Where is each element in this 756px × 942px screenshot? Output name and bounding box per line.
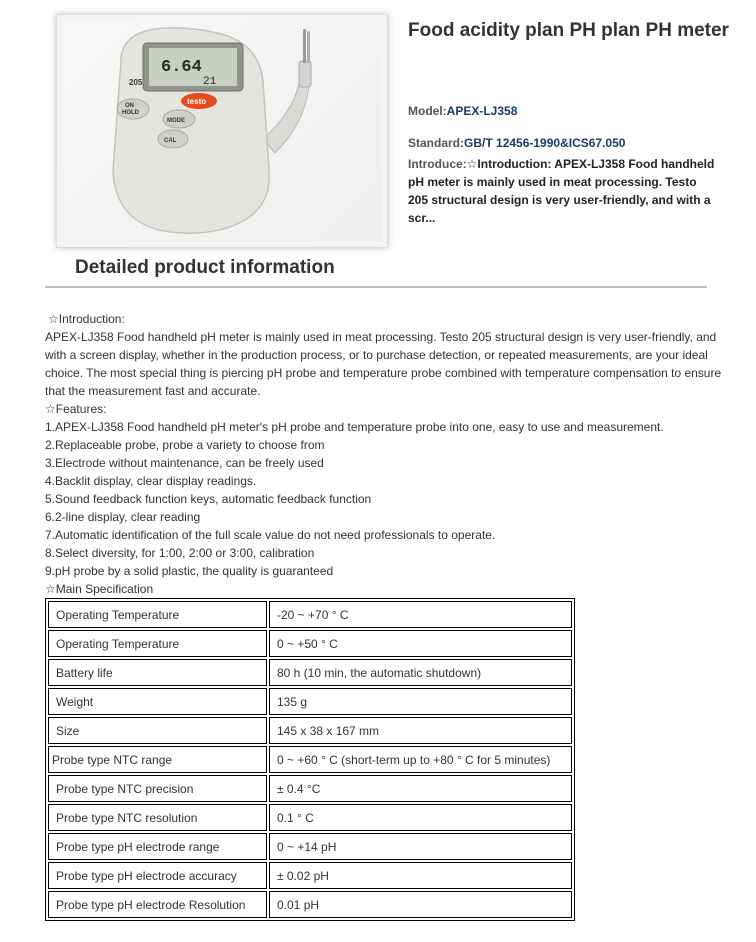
product-photo xyxy=(63,21,381,241)
spec-name: Probe type NTC resolution xyxy=(48,804,267,831)
feature-item: 9.pH probe by a solid plastic, the quality is guaranteed xyxy=(45,564,334,578)
spec-value: ± 0.02 pH xyxy=(269,862,572,889)
table-row xyxy=(48,746,572,773)
brand-label: testo xyxy=(187,97,207,106)
table-row xyxy=(48,862,572,889)
detail-content xyxy=(45,310,725,921)
intro-label: ☆Introduction: xyxy=(48,312,125,326)
feature-item: 3.Electrode without maintenance, can be freely used xyxy=(45,456,324,470)
screen-reading-bottom: 21 xyxy=(203,76,217,88)
section-divider xyxy=(45,286,707,288)
spec-name: Probe type NTC precision xyxy=(48,775,267,802)
feature-item: 6.2-line display, clear reading xyxy=(45,510,201,524)
spec-name: Weight xyxy=(48,688,267,715)
model-label: Model: xyxy=(408,104,447,118)
spec-value: ± 0.4 °C xyxy=(269,775,572,802)
spec-name: Battery life xyxy=(48,659,267,686)
table-row xyxy=(48,601,572,628)
spec-value: 0 ~ +60 ° C (short-term up to +80 ° C for 5 minutes) xyxy=(269,746,572,773)
table-row xyxy=(48,804,572,831)
introduce-text: ☆Introduction: APEX-LJ358 Food handheld pH meter is mainly used in meat processing. Testo 205 structural design is very user-friendly, and with a scr... xyxy=(408,157,715,225)
features-label: ☆Features: xyxy=(45,402,107,416)
standard-field xyxy=(408,136,625,150)
standard-label: Standard: xyxy=(408,136,465,150)
cal-button-label: CAL xyxy=(164,138,177,144)
spec-name: Probe type pH electrode Resolution xyxy=(48,891,267,918)
spec-value: 0 ~ +50 ° C xyxy=(269,630,572,657)
spec-name: Operating Temperature xyxy=(48,630,267,657)
on-button-label: ON xyxy=(125,103,134,109)
probe-needle xyxy=(303,29,306,63)
spec-name: Probe type pH electrode accuracy xyxy=(48,862,267,889)
spec-value: 135 g xyxy=(269,688,572,715)
table-row xyxy=(48,891,572,918)
spec-name: Probe type pH electrode range xyxy=(48,833,267,860)
spec-value: 80 h (10 min, the automatic shutdown) xyxy=(269,659,572,686)
screen-reading-top: 6.64 xyxy=(161,58,202,77)
table-row xyxy=(48,659,572,686)
model-field xyxy=(408,104,517,118)
spec-label: ☆Main Specification xyxy=(45,582,154,596)
probe-head xyxy=(299,61,311,87)
feature-item: 8.Select diversity, for 1:00, 2:00 or 3:00, calibration xyxy=(45,546,315,560)
introduce-field xyxy=(408,155,718,227)
detail-heading: Detailed product information xyxy=(75,257,335,278)
introduce-label: Introduce: xyxy=(408,157,467,171)
spec-value: 0.1 ° C xyxy=(269,804,572,831)
product-title: Food acidity plan PH plan PH meter xyxy=(408,20,729,41)
table-row xyxy=(48,630,572,657)
feature-item: 5.Sound feedback function keys, automatic feedback function xyxy=(45,492,372,506)
table-row xyxy=(48,833,572,860)
probe-cable xyxy=(263,83,309,153)
table-row xyxy=(48,775,572,802)
model-value: APEX-LJ358 xyxy=(446,104,518,118)
standard-value: GB/T 12456-1990&ICS67.050 xyxy=(464,136,626,150)
intro-text: APEX-LJ358 Food handheld pH meter is mainly used in meat processing. Testo 205 structural design is very user-friendly, and with a screen display, whether in the production process, or to purchase detection, or repeated measurements, are your ideal choice. The most special thing is piercing pH probe and temperature probe combined with temperature compensation to ensure that the measurement fast and accurate. xyxy=(45,330,722,398)
spec-table xyxy=(45,598,575,921)
on-hold-button xyxy=(117,99,149,119)
mode-button-label: MODE xyxy=(167,118,185,124)
spec-value: -20 ~ +70 ° C xyxy=(269,601,572,628)
spec-value: 0 ~ +14 pH xyxy=(269,833,572,860)
spec-name: Operating Temperature xyxy=(48,601,267,628)
spec-name: Probe type NTC range xyxy=(48,746,267,773)
product-image[interactable] xyxy=(56,14,388,248)
hold-button-label: HOLD xyxy=(122,110,139,116)
table-row xyxy=(48,688,572,715)
feature-item: 1.APEX-LJ358 Food handheld pH meter's pH probe and temperature probe into one, easy to use and measurement. xyxy=(45,420,664,434)
feature-item: 4.Backlit display, clear display readings. xyxy=(45,474,257,488)
spec-value: 145 x 38 x 167 mm xyxy=(269,717,572,744)
spec-name: Size xyxy=(48,717,267,744)
table-row xyxy=(48,717,572,744)
probe-needle xyxy=(307,31,310,63)
feature-item: 2.Replaceable probe, probe a variety to choose from xyxy=(45,438,325,452)
feature-item: 7.Automatic identification of the full scale value do not need professionals to operate. xyxy=(45,528,496,542)
ph-meter-illustration xyxy=(63,21,381,241)
model-number-label: 205 xyxy=(129,78,143,87)
spec-value: 0.01 pH xyxy=(269,891,572,918)
